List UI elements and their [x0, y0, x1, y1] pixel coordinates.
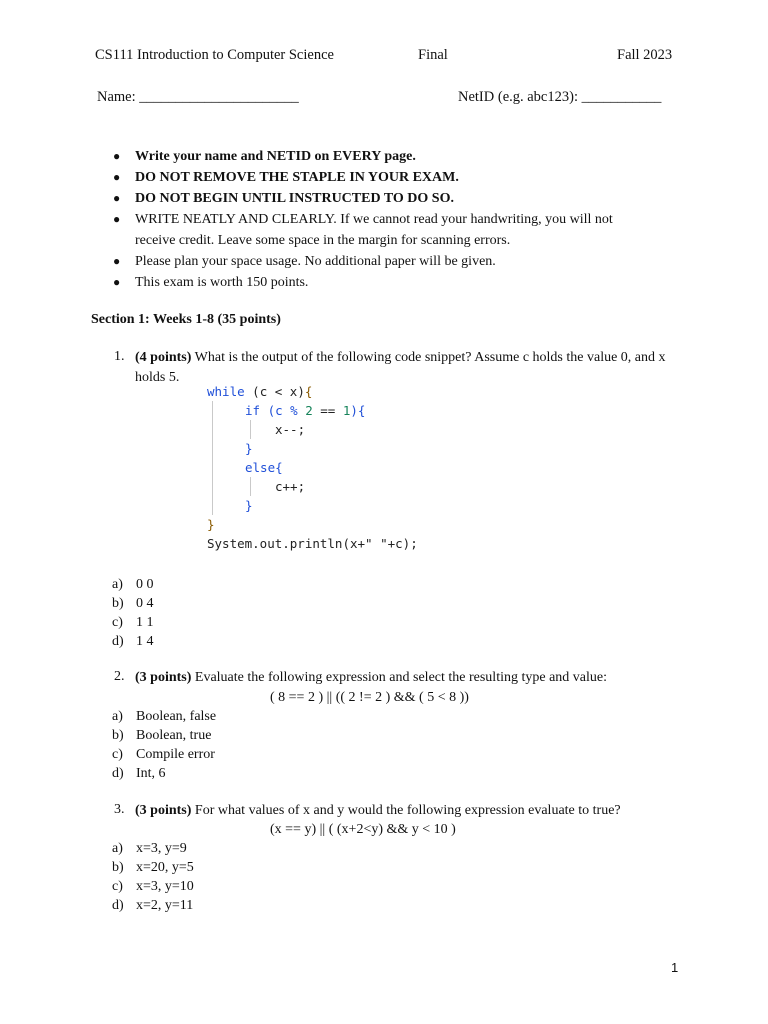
- code-line: c++;: [275, 479, 306, 494]
- question-3-expression: (x == y) || ( (x+2<y) && y < 10 ): [270, 822, 456, 837]
- instruction-item: ● This exam is worth 150 points.: [113, 272, 673, 293]
- bullet-icon: ●: [113, 254, 121, 268]
- bullet-icon: ●: [113, 170, 121, 184]
- bullet-icon: ●: [113, 212, 121, 226]
- question-2-text: (3 points) Evaluate the following expression and select the resulting type and value:: [135, 670, 608, 685]
- bullet-icon: ●: [113, 191, 121, 205]
- instruction-item: ● WRITE NEATLY AND CLEARLY. If we cannot read your handwriting, you will not receive credit. Leave some space in the margin for scanning errors.: [113, 209, 673, 251]
- answer-option: d) x=2, y=11: [112, 898, 194, 913]
- course-title: CS111 Introduction to Computer Science: [95, 47, 334, 63]
- instruction-item: ● Please plan your space usage. No additional paper will be given.: [113, 251, 673, 272]
- question-number: 1.: [114, 349, 125, 364]
- term: Fall 2023: [617, 47, 673, 63]
- code-snippet: [207, 382, 418, 553]
- instruction-item: ● DO NOT BEGIN UNTIL INSTRUCTED TO DO SO.: [113, 188, 673, 209]
- answer-option: a) x=3, y=9: [112, 841, 187, 856]
- answer-option: b) 0 4: [112, 596, 154, 611]
- code-line: else{: [245, 460, 283, 475]
- code-line: }: [245, 441, 253, 456]
- answer-option: a) 0 0: [112, 577, 154, 592]
- instruction-item: ● DO NOT REMOVE THE STAPLE IN YOUR EXAM.: [113, 167, 673, 188]
- question-points: (4 points): [135, 350, 192, 365]
- question-3-options: [112, 839, 194, 915]
- bullet-icon: ●: [113, 149, 121, 163]
- page-number: 1: [671, 960, 679, 975]
- section-title: Section 1: Weeks 1-8 (35 points): [91, 312, 281, 327]
- bullet-icon: ●: [113, 275, 121, 289]
- question-points: (3 points): [135, 670, 192, 685]
- question-points: (3 points): [135, 803, 192, 818]
- code-line: if (c % 2 == 1){: [245, 403, 366, 418]
- question-1-text-cont: holds 5.: [135, 370, 180, 385]
- answer-option: c) 1 1: [112, 615, 154, 630]
- exam-name: Final: [418, 47, 448, 63]
- code-line: }: [245, 498, 253, 513]
- answer-option: d) Int, 6: [112, 766, 166, 781]
- code-line: }: [207, 517, 215, 532]
- answer-option: b) Boolean, true: [112, 728, 212, 743]
- answer-option: c) x=3, y=10: [112, 879, 194, 894]
- question-3-text: (3 points) For what values of x and y would the following expression evaluate to true?: [135, 803, 621, 818]
- question-number: 2.: [114, 669, 125, 684]
- code-line: while (c < x){: [207, 384, 313, 399]
- instructions-list: [113, 146, 673, 293]
- code-line: System.out.println(x+" "+c);: [207, 536, 418, 551]
- answer-option: b) x=20, y=5: [112, 860, 194, 875]
- question-2-expression: ( 8 == 2 ) || (( 2 != 2 ) && ( 5 < 8 )): [270, 690, 469, 705]
- question-2-options: [112, 707, 216, 783]
- instruction-item: ● Write your name and NETID on EVERY page.: [113, 146, 673, 167]
- name-field-label: Name: ______________________: [97, 89, 299, 105]
- question-1-text: (4 points) What is the output of the following code snippet? Assume c holds the value 0, and x: [135, 350, 666, 365]
- code-line: x--;: [275, 422, 306, 437]
- netid-field-label: NetID (e.g. abc123): ___________: [458, 89, 662, 105]
- question-1-options: [112, 575, 154, 651]
- answer-option: a) Boolean, false: [112, 709, 217, 724]
- question-number: 3.: [114, 802, 125, 817]
- answer-option: c) Compile error: [112, 747, 215, 762]
- answer-option: d) 1 4: [112, 634, 154, 649]
